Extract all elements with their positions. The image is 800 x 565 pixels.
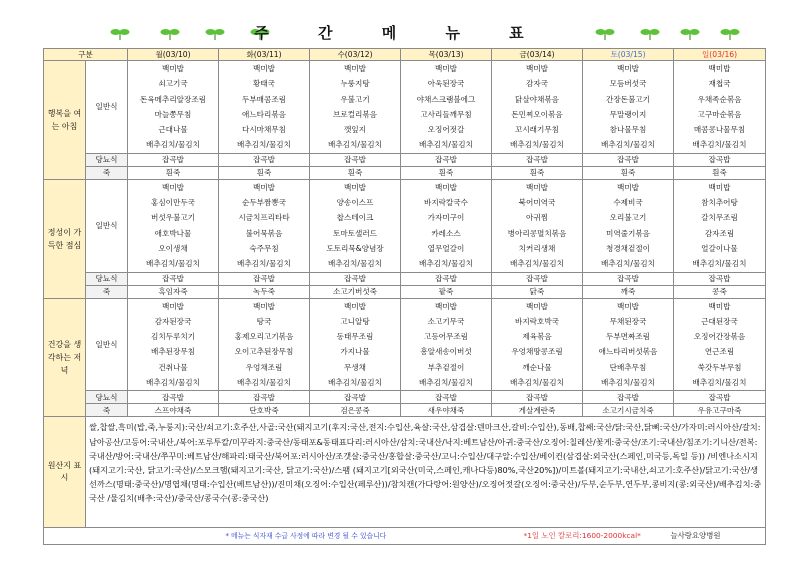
day-menu-cell xyxy=(492,179,583,272)
menu-item: 배추김치/물김치 xyxy=(510,259,564,269)
day-menu-cell xyxy=(583,179,674,272)
menu-item: 배추김치/물김치 xyxy=(328,140,382,150)
menu-item: 가지나물 xyxy=(340,347,370,357)
diabetic-row-cell: 잡곡밥 xyxy=(310,391,401,404)
porridge-row xyxy=(44,404,766,417)
menu-item: 간장돈불고기 xyxy=(606,94,651,104)
menu-item: 백미밥 xyxy=(344,64,367,73)
menu-item: 열무얼갈이 xyxy=(427,243,465,253)
menu-item: 연근조림 xyxy=(704,347,735,357)
menu-item: 감자된장국 xyxy=(154,316,192,326)
porridge-row-cell: 우유고구마죽 xyxy=(674,404,766,417)
menu-item: 불어묵볶음 xyxy=(245,228,283,238)
menu-item: 배추김치/물김치 xyxy=(328,378,382,388)
diabetic-row-cell: 잡곡밥 xyxy=(128,153,219,166)
meal-main-row xyxy=(44,179,766,272)
day-menu-cell xyxy=(583,298,674,391)
menu-item: 두부면짜조림 xyxy=(606,332,651,342)
menu-item: 감자조림 xyxy=(704,228,735,238)
menu-item: 오징어젓갈 xyxy=(427,125,465,135)
menu-item: 김치두루치기 xyxy=(151,332,196,342)
menu-item: 치커리생채 xyxy=(518,243,556,253)
menu-item: 북어미역국 xyxy=(518,198,556,208)
menu-item: 카레소스 xyxy=(431,228,461,238)
menu-item: 무생채 xyxy=(344,362,367,372)
menu-item: 우엉채조림 xyxy=(245,362,283,372)
menu-item: 참치추어탕 xyxy=(701,198,738,208)
diabetic-row xyxy=(44,391,766,404)
menu-item: 두부매콤조림 xyxy=(242,94,287,104)
menu-item: 돈육메추리알장조림 xyxy=(140,94,207,104)
menu-item: 고등어무조림 xyxy=(424,332,469,342)
porridge-row-cell: 소고기버섯죽 xyxy=(310,285,401,298)
day-header-row xyxy=(44,49,766,61)
menu-item: 백미밥 xyxy=(617,64,640,73)
menu-item: 백미밥 xyxy=(435,301,458,311)
day-menu-cell xyxy=(310,61,401,154)
day-menu-cell xyxy=(310,298,401,391)
diabetic-row-cell: 잡곡밥 xyxy=(401,272,492,285)
diabetic-row-cell: 잡곡밥 xyxy=(583,272,674,285)
porridge-row-cell: 새우야채죽 xyxy=(401,404,492,417)
menu-item: 쑥갓두부무침 xyxy=(697,362,742,372)
porridge-row-cell: 단호박죽 xyxy=(219,404,310,417)
diabetic-row-label: 당뇨식 xyxy=(86,153,128,166)
day-menu-cell xyxy=(492,61,583,154)
diabetic-row xyxy=(44,153,766,166)
origin-label: 원산지 표시 xyxy=(44,417,86,528)
menu-item: 갈치무조림 xyxy=(701,213,738,223)
menu-item: 배추김치/물김치 xyxy=(237,378,291,388)
menu-item: 아귀찜 xyxy=(526,213,549,223)
menu-item: 소고기무국 xyxy=(427,316,465,326)
menu-item: 백미밥 xyxy=(162,64,185,73)
menu-item: 백미밥 xyxy=(253,64,276,73)
menu-item: 우엉채땅콩조림 xyxy=(511,347,563,357)
day-menu-cell xyxy=(583,61,674,154)
porridge-row-cell: 소고기시금치죽 xyxy=(583,404,674,417)
porridge-row-cell: 흰죽 xyxy=(401,166,492,179)
menu-item: 배추된장무침 xyxy=(151,347,196,357)
menu-item: 야채스크램블에그 xyxy=(416,94,476,104)
porridge-row-cell: 흰죽 xyxy=(219,166,310,179)
menu-item: 배추김치/물김치 xyxy=(146,259,200,269)
meal-main-row xyxy=(44,298,766,391)
diabetic-row-cell: 잡곡밥 xyxy=(128,272,219,285)
menu-item: 감자국 xyxy=(526,79,549,89)
calorie-note: *1일 노인 칼로리:1600-2000kcal* xyxy=(523,531,641,541)
menu-item: 참나물무침 xyxy=(609,125,647,135)
page-header xyxy=(0,0,800,44)
menu-item: 병아리콩멸치볶음 xyxy=(507,228,567,238)
menu-item: 매콤콩나물무침 xyxy=(693,125,746,135)
day-menu-cell xyxy=(128,61,219,154)
menu-item: 배추김치/물김치 xyxy=(692,259,747,269)
menu-item: 시금치프리타타 xyxy=(238,213,290,223)
meal-label: 정성이 가득한 점심 xyxy=(44,179,86,298)
diabetic-row-cell: 잡곡밥 xyxy=(219,391,310,404)
menu-item: 배추김치/물김치 xyxy=(692,378,747,388)
menu-item: 배추김치/물김치 xyxy=(601,378,655,388)
menu-item: 얼갈이나물 xyxy=(701,243,738,253)
porridge-row-cell: 깨죽 xyxy=(583,285,674,298)
day-menu-cell xyxy=(128,298,219,391)
menu-item: 애호박나물 xyxy=(154,228,192,238)
menu-item: 바지락호박국 xyxy=(515,316,560,326)
menu-item: 홍심이만두국 xyxy=(151,198,196,208)
diabetic-row-cell: 잡곡밥 xyxy=(219,153,310,166)
diabetic-row-cell: 잡곡밥 xyxy=(492,272,583,285)
porridge-row-cell: 흑임자죽 xyxy=(128,285,219,298)
diabetic-row-cell: 잡곡밥 xyxy=(401,391,492,404)
meal-label: 건강을 생각하는 저녁 xyxy=(44,298,86,417)
menu-item: 오이고추된장무침 xyxy=(234,347,294,357)
porridge-row-cell: 흰죽 xyxy=(674,166,766,179)
menu-item: 백미밥 xyxy=(253,182,276,192)
menu-item: 쇠고기국 xyxy=(158,79,188,89)
porridge-row-cell: 흰죽 xyxy=(583,166,674,179)
diabetic-row-cell: 잡곡밥 xyxy=(401,153,492,166)
menu-item: 수제비국 xyxy=(613,198,643,208)
day-header: 목(03/13) xyxy=(401,49,492,61)
category-header: 구분 xyxy=(44,49,128,61)
facility-name: 늘사랑요양병원 xyxy=(670,531,721,541)
menu-item: 배추김치/물김치 xyxy=(419,259,473,269)
day-menu-cell xyxy=(219,179,310,272)
diabetic-row-cell: 잡곡밥 xyxy=(492,391,583,404)
diabetic-row-cell: 잡곡밥 xyxy=(674,391,766,404)
porridge-row-label: 죽 xyxy=(86,166,128,179)
diet-type-label: 일반식 xyxy=(86,179,128,272)
menu-item: 근대된장국 xyxy=(701,316,738,326)
diabetic-row-cell: 잡곡밥 xyxy=(492,153,583,166)
menu-item: 백미밥 xyxy=(526,301,549,311)
menu-item: 애느타리버섯볶음 xyxy=(598,347,658,357)
menu-item: 황태국 xyxy=(253,79,276,89)
porridge-row-label: 죽 xyxy=(86,404,128,417)
menu-item: 백미밥 xyxy=(617,182,640,192)
diabetic-row-label: 당뇨식 xyxy=(86,272,128,285)
menu-item: 애느타리볶음 xyxy=(242,109,287,119)
menu-item: 백미밥 xyxy=(435,64,458,73)
diet-type-label: 일반식 xyxy=(86,61,128,154)
menu-item: 제육볶음 xyxy=(522,332,552,342)
menu-item: 고니알탕 xyxy=(340,316,370,326)
menu-item: 홍제오리고기볶음 xyxy=(234,332,294,342)
porridge-row-cell: 팥죽 xyxy=(401,285,492,298)
menu-item: 마늘쫑무침 xyxy=(154,109,192,119)
weekly-menu-table xyxy=(43,48,766,545)
menu-item: 백미밥 xyxy=(526,64,549,73)
day-menu-cell xyxy=(401,61,492,154)
porridge-row-cell: 닭죽 xyxy=(492,285,583,298)
day-menu-cell xyxy=(674,179,766,272)
day-header: 금(03/14) xyxy=(492,49,583,61)
menu-item: 배추김치/물김치 xyxy=(419,140,473,150)
menu-item: 청경채겉절이 xyxy=(606,243,651,253)
footer-row xyxy=(44,528,766,545)
menu-item: 깻잎지 xyxy=(344,125,367,135)
menu-item: 우채족순볶음 xyxy=(697,94,742,104)
menu-item: 아욱된장국 xyxy=(427,79,465,89)
menu-item: 백미밥 xyxy=(708,182,731,192)
menu-item: 흥알새송이버섯 xyxy=(420,347,472,357)
menu-item: 부추겉절이 xyxy=(427,362,465,372)
porridge-row-cell: 흰죽 xyxy=(310,166,401,179)
day-header: 수(03/12) xyxy=(310,49,401,61)
menu-item: 바지락칼국수 xyxy=(424,198,469,208)
diabetic-row-cell: 잡곡밥 xyxy=(128,391,219,404)
day-header: 월(03/10) xyxy=(128,49,219,61)
menu-item: 도토리묵&양념장 xyxy=(326,243,384,253)
menu-item: 찹스테이크 xyxy=(336,213,374,223)
menu-item: 백미밥 xyxy=(708,301,731,311)
origin-text: 쌀,찹쌀,흑미(밥,죽,누룽지):국산/쇠고기:호주산,사골:국산(돼지고기(후지:국산,전지:수입산,육살:국산,삼겹살:덴마크산,갈비:수입산),동배,찹쌔:국산/닭:국산,닭뼈:국산/가자미:러시아산/갈치:남아공산/고등어:국내산,/북어:포루투칼/미꾸라지:중국산/동태포&동태표다리:러시아산/삼치:국내산/낙지:베트남산/아귀:중국산/오징어:칠레산/꽃게:중국산/조기:국내산/침조기:기니산/전복:국내산/방어:국내산/쭈꾸미:베트남산/해파리:태국산/북어포:러시아산/조갯살:중국산/홍합살:중국산/고니:수입산/대구알:수입산/베이컨(삼겹살:외국산(스페인,미국등,독일 등)) /비엔나소시지(돼지고기:국산, 닭고기:국산)/스모크햄(돼지고기:국산, 닭고기:국산)/스팸 (돼지고기[외국산(미국,스페인,캐나다등)80%,국산20%])/미트볼(돼지고기:국내산,쇠고기:호주산)/닭고기:국산/생선까스(명태:중국산)/명엽채(명태:수입산(베트남산))/진미채(오징어:수입산(페루산))/참치캔(가다랑어:원양산)/오징어젓갈(오징어:중국산)/두부,순두부,연두부,콩비지(콩:외국산)/배추김치:중국산 /물김치(배추:국산)/중국산/콩국수(콩:중국산) xyxy=(86,417,766,528)
menu-item: 누룽지탕 xyxy=(340,79,370,89)
menu-item: 백미밥 xyxy=(526,182,549,192)
menu-item: 백미밥 xyxy=(344,301,367,311)
menu-item: 닭살야채볶음 xyxy=(515,94,560,104)
diabetic-row-cell: 잡곡밥 xyxy=(583,391,674,404)
day-menu-cell xyxy=(492,298,583,391)
menu-item: 고구마순볶음 xyxy=(697,109,742,119)
porridge-row-label: 죽 xyxy=(86,285,128,298)
porridge-row-cell: 콩죽 xyxy=(674,285,766,298)
menu-item: 단배추무침 xyxy=(609,362,647,372)
diabetic-row-label: 당뇨식 xyxy=(86,391,128,404)
menu-item: 돈민찌오이볶음 xyxy=(511,109,563,119)
menu-item: 배추김치/물김치 xyxy=(328,259,382,269)
menu-item: 배추김치/물김치 xyxy=(601,140,655,150)
day-menu-cell xyxy=(310,179,401,272)
menu-item: 꼬시래기무침 xyxy=(515,125,560,135)
menu-change-note: * 메뉴는 식자재 수급 사정에 따라 변경 될 수 있습니다 xyxy=(225,532,387,541)
page-title: 주 간 메 뉴 표 xyxy=(254,24,546,42)
diabetic-row-cell: 잡곡밥 xyxy=(310,272,401,285)
menu-item: 무채된장국 xyxy=(609,316,647,326)
day-menu-cell xyxy=(219,61,310,154)
porridge-row-cell: 녹두죽 xyxy=(219,285,310,298)
menu-item: 동태무조림 xyxy=(336,332,374,342)
diabetic-row-cell: 잡곡밥 xyxy=(674,153,766,166)
menu-item: 다시마채무침 xyxy=(242,125,287,135)
day-header: 화(03/11) xyxy=(219,49,310,61)
day-menu-cell xyxy=(401,179,492,272)
day-menu-cell xyxy=(674,61,766,154)
day-header-saturday: 토(03/15) xyxy=(583,49,674,61)
menu-item: 브로컬리볶음 xyxy=(333,109,378,119)
menu-item: 미역줄기볶음 xyxy=(606,228,651,238)
porridge-row xyxy=(44,285,766,298)
porridge-row xyxy=(44,166,766,179)
menu-item: 탕국 xyxy=(256,316,272,326)
menu-item: 깨순나물 xyxy=(522,362,552,372)
menu-item: 오리불고기 xyxy=(609,213,647,223)
menu-item: 토마토샐러드 xyxy=(333,228,378,238)
menu-item: 백미밥 xyxy=(162,182,185,192)
day-header-sunday: 일(03/16) xyxy=(674,49,766,61)
menu-item: 고사리들깨무침 xyxy=(420,109,472,119)
diabetic-row-cell: 잡곡밥 xyxy=(583,153,674,166)
menu-item: 백미밥 xyxy=(617,301,640,311)
menu-item: 배추김치/물김치 xyxy=(146,140,200,150)
day-menu-cell xyxy=(128,179,219,272)
diabetic-row-cell: 잡곡밥 xyxy=(310,153,401,166)
day-menu-cell xyxy=(401,298,492,391)
menu-item: 모듬버섯국 xyxy=(609,79,647,89)
meal-main-row xyxy=(44,61,766,154)
day-menu-cell xyxy=(674,298,766,391)
porridge-row-cell: 게살계란죽 xyxy=(492,404,583,417)
porridge-row-cell: 검은콩죽 xyxy=(310,404,401,417)
menu-item: 오징어간장볶음 xyxy=(693,332,746,342)
diet-type-label: 일반식 xyxy=(86,298,128,391)
menu-item: 순두부짬뽕국 xyxy=(242,198,287,208)
menu-item: 백미밥 xyxy=(253,301,276,311)
menu-item: 배추김치/물김치 xyxy=(510,140,564,150)
menu-item: 백미밥 xyxy=(344,182,367,192)
diabetic-row xyxy=(44,272,766,285)
menu-item: 무말랭이지 xyxy=(609,109,647,119)
diabetic-row-cell: 잡곡밥 xyxy=(674,272,766,285)
menu-item: 가자미구이 xyxy=(427,213,465,223)
menu-item: 숙주무침 xyxy=(249,243,279,253)
menu-item: 배추김치/물김치 xyxy=(601,259,655,269)
day-menu-cell xyxy=(219,298,310,391)
menu-item: 백미밥 xyxy=(435,182,458,192)
menu-item: 배추김치/물김치 xyxy=(237,259,291,269)
menu-item: 배추김치/물김치 xyxy=(146,378,200,388)
menu-item: 양송이스프 xyxy=(336,198,374,208)
menu-item: 오이생채 xyxy=(158,243,188,253)
menu-item: 건취나물 xyxy=(158,362,188,372)
menu-item: 배추김치/물김치 xyxy=(510,378,564,388)
porridge-row-cell: 흰죽 xyxy=(492,166,583,179)
porridge-row-cell: 흰죽 xyxy=(128,166,219,179)
menu-item: 재첩국 xyxy=(708,79,731,89)
origin-row xyxy=(44,417,766,528)
menu-item: 버섯우불고기 xyxy=(151,213,196,223)
menu-item: 배추김치/물김치 xyxy=(692,140,747,150)
menu-item: 배추김치/물김치 xyxy=(419,378,473,388)
meal-label: 행복을 여는 아침 xyxy=(44,61,86,180)
porridge-row-cell: 스프야채죽 xyxy=(128,404,219,417)
menu-item: 배추김치/물김치 xyxy=(237,140,291,150)
menu-item: 우불고기 xyxy=(340,94,370,104)
menu-item: 백미밥 xyxy=(162,301,185,311)
menu-item: 근대나물 xyxy=(158,125,188,135)
menu-item: 백미밥 xyxy=(708,64,731,73)
diabetic-row-cell: 잡곡밥 xyxy=(219,272,310,285)
